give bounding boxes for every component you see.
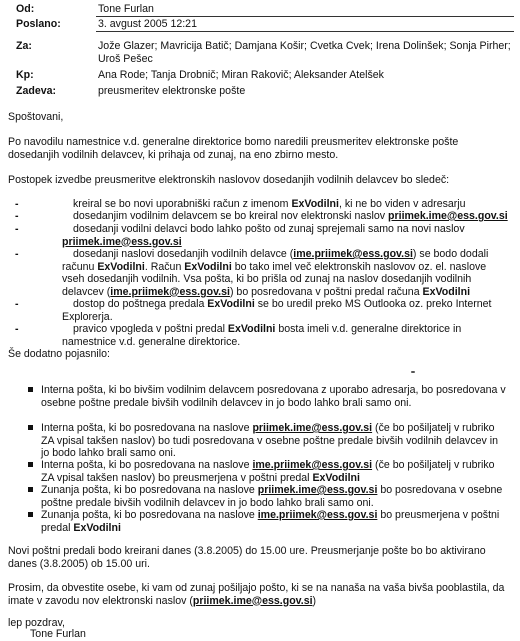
dash-marker: - — [15, 298, 19, 310]
list-item-text: dostop do poštnega predala ExVodilni se bo uredil preko MS Outlooka oz. preko Internet Explorerja. — [62, 298, 492, 323]
list-item-text: Interna pošta, ki bo posredovana na naslove ime.priimek@ess.gov.si (če bo pošiljatelj v rubriko ZA vpisal takšen naslov) bo preusmerjena v poštni predal ExVodilni — [41, 459, 495, 484]
cc-label: Kp: — [16, 69, 34, 81]
from-value: Tone Furlan — [98, 3, 154, 15]
header-divider — [96, 16, 514, 17]
list-item-text: Zunanja pošta, ki bo posredovana na naslove ime.priimek@ess.gov.si bo preusmerjena v poštni predal ExVodilni — [41, 509, 500, 534]
list-item-text: pravico vpogleda v poštni predal ExVodilni bosta imeli v.d. generalne direktorice in namestnice v.d. generalne direktorice. — [62, 323, 462, 348]
greeting: Spoštovani, — [8, 111, 64, 123]
square-bullet-icon — [28, 512, 33, 517]
cc-value: Ana Rode; Tanja Drobnič; Miran Rakovič; Aleksander Atelšek — [98, 69, 384, 81]
procedure-paragraph: Postopek izvedbe preusmeritve elektronskih naslovov dosedanjih vodilnih delavcev bo sledeč: — [8, 174, 450, 186]
list-item-text: dosedanji vodilni delavci bodo lahko pošto od zunaj sprejemali samo na novi naslov priimek.ime@ess.gov.si — [62, 223, 465, 248]
sent-value: 3. avgust 2005 12:21 — [98, 18, 197, 30]
dash-marker: - — [15, 248, 19, 260]
square-bullet-icon — [28, 462, 33, 467]
to-value: Jože Glazer; Mavricija Batič; Damjana Košir; Cvetka Cvek; Irena Dolinšek; Sonja Pirher; Uroš Pešec — [98, 40, 511, 65]
list-item-text: Zunanja pošta, ki bo posredovana na naslove priimek.ime@ess.gov.si bo posredovana v osebne poštne predale bivših vodilnih delavcev in jo bodo lahko brali samo oni. — [41, 484, 503, 509]
subject-label: Zadeva: — [16, 85, 57, 97]
scan-speck — [411, 371, 415, 373]
dash-marker: - — [15, 223, 19, 235]
list-item-text: Interna pošta, ki bo posredovana na naslove priimek.ime@ess.gov.si (če bo pošiljatelj v rubriko ZA vpisal takšen naslov) bo tudi posredovana v osebne poštne predale bivših vodilnih delavcev in jo bodo lahko brali samo oni. — [41, 422, 498, 460]
schedule-paragraph: Novi poštni predali bodo kreirani danes (3.8.2005) do 15.00 ure. Preusmerjanje pošte bo bo aktivirano danes (3.8.2005) ob 15.00 uri. — [8, 545, 486, 570]
dash-marker: - — [15, 323, 19, 335]
square-bullet-icon — [28, 487, 33, 492]
dash-marker: - — [15, 210, 19, 222]
header-divider — [96, 31, 514, 32]
closing: lep pozdrav, — [8, 617, 65, 629]
square-bullet-icon — [28, 425, 33, 430]
from-label: Od: — [16, 3, 35, 15]
sent-label: Poslano: — [16, 18, 61, 30]
signature: Tone Furlan — [30, 628, 86, 640]
dash-marker: - — [15, 198, 19, 210]
request-paragraph: Prosim, da obvestite osebe, ki vam od zunaj pošiljajo pošto, ki se na nanaša na vaša bivša pooblastila, da imate v zavodu nov elektronski naslov (priimek.ime@ess.gov.si) — [8, 582, 505, 607]
to-label: Za: — [16, 40, 32, 52]
list-item-text: dosedanjim vodilnim delavcem se bo kreiral nov elektronski naslov priimek.ime@ess.gov.si — [73, 210, 508, 222]
explanation-heading: Še dodatno pojasnilo: — [8, 348, 110, 360]
intro-paragraph: Po navodilu namestnice v.d. generalne direktorice bomo naredili preusmeritev elektronske pošte dosedanjih vodilnih delavcev, ki prihaja od zunaj, na eno zbirno mesto. — [8, 136, 459, 161]
list-item-text: kreiral se bo novi uporabniški račun z imenom ExVodilni, ki ne bo viden v adresarju — [73, 198, 466, 210]
subject-value: preusmeritev elektronske pošte — [98, 85, 246, 97]
square-bullet-icon — [28, 387, 33, 392]
list-item-text: dosedanji naslovi dosedanjih vodilnih delavce (ime.priimek@ess.gov.si) se bodo dodali računu ExVodilni. Račun ExVodilni bo tako imel več elektronskih naslovov oz. el. naslove vseh dosedanjih vodilnih. Vsa pošta, ki bo prišla od zunaj na naslov dosedanjih vodilnih delavcev (ime.priimek@ess.gov.si) bo posredovana v poštni predal računa ExVodilni — [62, 248, 489, 298]
list-item-text: Interna pošta, ki bo bivšim vodilnim delavcem posredovana z uporabo adresarja, bo posredovana v osebne poštne predale bivših vodilnih delavcev in jo bodo lahko brali samo oni. — [41, 384, 506, 409]
